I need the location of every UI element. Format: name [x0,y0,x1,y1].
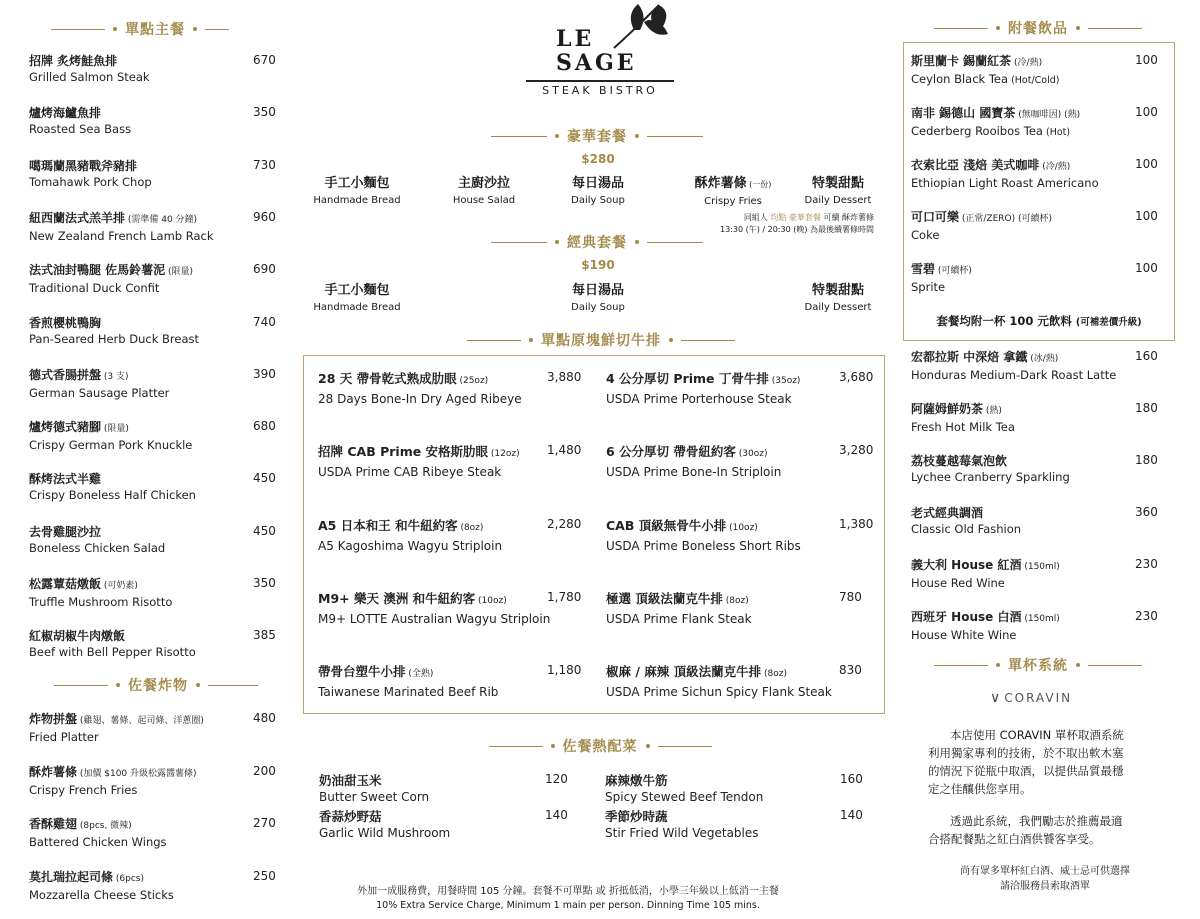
main-item [29,367,169,401]
steak-name-en: USDA Prime Flank Steak [606,611,752,626]
coravin-p2 [928,812,1164,848]
steak-name-zh: 帶骨台塑牛小排 (全熟) [318,664,434,680]
drink-item [911,505,1021,537]
drink-name-en: Classic Old Fashion [911,522,1022,536]
steak-name-en: USDA Prime CAB Ribeye Steak [318,465,502,480]
steak-item [606,443,781,481]
drink-set-name-zh: 南非 錫德山 國寶茶 (無咖啡因) (熱) [911,106,1081,120]
steak-name-en: USDA Prime Boneless Short Ribs [606,538,801,553]
logo-line1: LE [556,26,595,52]
steak-name-en: USDA Prime Porterhouse Steak [606,392,792,406]
classic-item-zh: 手工小麵包 [324,283,390,298]
fried-note: (加價 $100 升級松露醬薯條) [77,768,197,779]
classic-set-item [297,282,417,316]
steak-item [606,590,752,628]
deluxe-price: $280 [581,152,615,166]
deluxe-note-1: 同組人 均點 豪華套餐 可續 酥炸薯條 [743,213,874,222]
steak-name-zh: M9+ 樂天 澳洲 和牛紐約客 (10oz) [318,590,507,606]
fried-note: (8pcs, 微辣) [77,821,132,831]
deluxe-item-zh: 特製甜點 [811,176,864,191]
drink-price: 180 [1135,401,1158,415]
drink-note: (150ml) [1021,614,1060,624]
coravin-note-line: 尚有眾多單杯紅白酒、威士忌可供選擇 [960,866,1130,877]
drink-set-name-en: Ethiopian Light Roast Americano [911,176,1099,190]
drink-set-en-note: (Hot/Cold) [1008,75,1060,86]
steak-name-zh: 28 天 帶骨乾式熟成肋眼 (25oz) [318,371,489,386]
section-title-mains: 單點主餐 [50,19,230,39]
deluxe-item-en: Daily Dessert [804,195,872,206]
steak-name-zh: CAB 頂級無骨牛小排 (10oz) [606,517,758,533]
main-name-en: Truffle Mushroom Risotto [29,595,173,609]
deluxe-item-zh: 每日湯品 [571,176,624,191]
drink-item [911,349,1116,383]
drink-name-en: Lychee Cranberry Sparkling [911,470,1070,484]
deluxe-item-zh: 主廚沙拉 [457,176,510,191]
steak-note: (8oz) [761,669,787,680]
main-name-zh: 香煎櫻桃鴨胸 [29,315,102,330]
drink-set-name-en: Sprite [911,280,946,294]
hot-side-item [605,772,763,806]
main-item [29,628,196,660]
fried-name-en: Fried Platter [29,730,99,744]
main-name-zh: 松露蕈菇燉飯 (可奶素) [29,577,138,591]
steak-price: 1,480 [547,443,582,458]
steak-note: (全熟) [405,669,434,680]
steak-name-zh: 極選 頂級法蘭克牛排 (8oz) [606,590,749,606]
main-note: (限量) [165,267,194,278]
drink-set-price: 100 [1135,261,1158,275]
fried-name-zh: 香酥雞翅 (8pcs, 微辣) [29,817,132,831]
steak-note: (10oz) [475,595,507,606]
drink-note: (150ml) [1021,562,1060,572]
fried-price: 200 [253,763,276,778]
drink-set-item [911,53,1060,89]
main-item [29,524,165,556]
steak-item [318,517,502,555]
deluxe-item-zh: 酥炸薯條 (一份) [694,176,772,191]
coravin-line: 合搭配餐點之紅白酒供饕客享受。 [928,832,1101,846]
steak-item [318,443,520,481]
coravin-line: 定之佳釀供您享用。 [928,782,1032,796]
main-name-en: Tomahawk Pork Chop [29,174,152,189]
steak-name-zh: 6 公分厚切 帶骨紐約客 (30oz) [606,444,768,460]
section-title-deluxe: 豪華套餐 [484,126,710,146]
main-note: (3 支) [101,371,129,382]
hot-side-name-zh: 香蒜炒野菇 [319,809,382,824]
main-price: 730 [253,157,276,172]
classic-item-en: Daily Dessert [804,302,872,313]
hot-side-name-en: Stir Fried Wild Vegetables [605,826,759,840]
hot-side-item [605,808,759,842]
fried-item [29,711,204,745]
hot-side-name-en: Spicy Stewed Beef Tendon [605,790,764,804]
steak-note: (10oz) [726,522,758,533]
drink-set-name-zh: 可口可樂 (正常/ZERO) (可續杯) [911,210,1053,224]
main-item [29,210,214,244]
drink-name-zh: 宏都拉斯 中深焙 拿鐵 (冰/熱) [911,350,1059,364]
drink-set-name-zh: 衣索比亞 淺焙 美式咖啡 (冷/熱) [911,158,1071,172]
drink-note: (冰/熱) [1027,354,1059,364]
drink-set-price: 100 [1135,157,1158,171]
steak-note: (12oz) [488,449,520,460]
steak-note: (8oz) [722,595,749,606]
drink-set-name-en: Cederberg Rooibos Tea (Hot) [911,124,1071,138]
fried-name-en: Crispy French Fries [29,782,138,797]
main-name-en: Crispy German Pork Knuckle [29,438,193,453]
steak-price: 3,880 [547,370,582,384]
classic-item-zh: 特製甜點 [811,283,864,298]
fried-name-en: Battered Chicken Wings [29,835,167,849]
hot-side-name-en: Butter Sweet Corn [319,790,430,804]
steak-name-zh: A5 日本和王 和牛紐約客 (8oz) [318,517,484,533]
steak-price: 2,280 [547,516,582,531]
classic-set-item [538,282,658,316]
deluxe-item-zh: 手工小麵包 [324,176,390,191]
fried-name-en: Mozzarella Cheese Sticks [29,887,174,902]
steak-name-zh: 椒麻 / 麻辣 頂級法蘭克牛排 (8oz) [606,664,787,680]
main-price: 350 [253,576,276,590]
classic-item-zh: 每日湯品 [571,283,624,298]
fried-price: 250 [253,868,276,883]
main-item [29,471,196,503]
drink-price: 160 [1135,349,1158,363]
coravin-p1: 本店使用 CORAVIN 單杯取酒系統 [950,728,1124,742]
main-name-zh: 去骨雞腿沙拉 [29,524,102,539]
coravin-logo: ∨ CORAVIN [990,690,1073,706]
steak-price: 3,280 [839,443,874,458]
classic-item-en: Handmade Bread [313,302,401,313]
main-name-en: Crispy Boneless Half Chicken [29,488,196,503]
main-name-zh: 爐烤海鱸魚排 [29,106,102,121]
steak-name-en: USDA Prime Bone-In Striploin [606,465,782,480]
drink-price: 230 [1135,609,1158,623]
drink-item [911,453,1070,485]
main-name-zh: 法式油封鴨腿 佐馬鈴薯泥 (限量) [29,263,194,278]
hot-side-price: 140 [545,808,568,822]
main-price: 960 [253,209,276,224]
steak-price: 1,380 [839,516,874,531]
steak-name-en: M9+ LOTTE Australian Wagyu Striploin [318,611,551,626]
steak-item [606,517,801,555]
drink-name-en: Fresh Hot Milk Tea [911,420,1015,434]
deluxe-item-en: Handmade Bread [313,195,401,206]
section-title-hot-sides: 佐餐熱配菜 [474,736,726,756]
main-name-en: Roasted Sea Bass [29,122,132,137]
drink-set-name-zh: 斯里蘭卡 錫蘭紅茶 (冷/熱) [911,54,1043,68]
main-price: 690 [253,262,276,277]
footer-en: 10% Extra Service Charge, Minimum 1 main per person. Dinning Time 105 mins. [376,900,760,911]
main-item [29,576,172,610]
fried-name-zh: 莫扎瑞拉起司條 (6pcs) [29,869,144,884]
hot-side-name-en: Garlic Wild Mushroom [319,826,451,840]
deluxe-set-item [538,175,658,209]
main-item [29,262,193,296]
hot-side-price: 120 [545,772,568,786]
drink-price: 230 [1135,557,1158,571]
main-name-zh: 爐烤德式豬腳 (限量) [29,420,129,435]
fried-price: 270 [253,816,276,830]
section-title-fried: 佐餐炸物 [50,675,262,695]
steak-note: (35oz) [768,376,801,386]
main-item [29,53,150,85]
fried-note: (雞翅、薯條、起司條、洋蔥圈) [77,716,204,726]
drink-name-en: Honduras Medium-Dark Roast Latte [911,368,1117,382]
main-item [29,419,192,453]
steak-name-en: A5 Kagoshima Wagyu Striploin [318,538,503,553]
drink-set-price: 100 [1135,209,1158,223]
main-price: 390 [253,366,276,381]
steak-name-en: 28 Days Bone-In Dry Aged Ribeye [318,392,522,406]
drink-set-item [911,209,1052,243]
steak-item [318,370,522,408]
drink-name-zh: 阿薩姆鮮奶茶 (熱) [911,402,1002,416]
main-name-en: German Sausage Platter [29,385,170,400]
main-name-zh: 德式香腸拼盤 (3 支) [29,367,129,382]
steak-name-en: USDA Prime Sichun Spicy Flank Steak [606,685,832,700]
main-name-en: Grilled Salmon Steak [29,70,150,84]
leaf-icon [604,0,674,50]
drink-name-zh: 荔枝蔓越莓氣泡飲 [911,454,1008,468]
main-price: 385 [253,628,276,643]
drink-set-note: (冷/熱) [1039,162,1071,172]
drink-note: (熱) [983,406,1002,416]
deluxe-set-item [297,175,417,209]
main-item [29,105,131,137]
fried-item [29,764,197,798]
drink-set-name-zh: 雪碧 (可續杯) [911,262,972,276]
main-note: (需準備 40 分鐘) [125,214,198,225]
deluxe-set-item [778,175,898,209]
classic-item-en: Daily Soup [571,302,625,313]
drink-set-note: (無咖啡因) (熱) [1015,110,1081,120]
fried-note: (6pcs) [113,873,144,884]
coravin-p1-rest [928,744,1164,798]
logo-divider [526,80,674,82]
logo-line2: SAGE [556,50,637,76]
steak-item [318,663,498,701]
main-name-en: Beef with Bell Pepper Risotto [29,645,196,660]
logo [524,0,676,100]
drink-name-en: House Red Wine [911,576,1005,590]
main-price: 680 [253,419,276,434]
coravin-line: 的情況下從瓶中取酒，以提供品質最穩 [928,764,1124,778]
drink-set-name-en: Coke [911,228,940,242]
steak-name-zh: 4 公分厚切 Prime 丁骨牛排 (35oz) [606,371,801,386]
main-price: 670 [253,53,276,67]
drink-name-zh: 義大利 House 紅酒 (150ml) [911,558,1060,572]
steak-price: 1,780 [547,589,582,604]
main-name-zh: 招牌 炙烤鮭魚排 [29,54,118,68]
steak-note: (30oz) [735,449,768,460]
section-title-drinks: 附餐飲品 [932,18,1144,38]
main-price: 740 [253,314,276,329]
drink-name-zh: 西班牙 House 白酒 (150ml) [911,610,1060,624]
drink-set-en-note: (Hot) [1042,127,1071,138]
coravin-v-icon: ∨ [990,690,1003,706]
deluxe-item-en: House Salad [452,195,516,206]
main-name-zh: 紅椒胡椒牛肉燉飯 [29,629,126,644]
main-price: 350 [253,105,276,120]
hot-side-price: 160 [840,772,863,786]
steak-name-en: Taiwanese Marinated Beef Rib [318,685,499,700]
main-item [29,158,152,190]
hot-side-item [319,772,429,806]
drink-name-en: House White Wine [911,628,1017,642]
drink-item [911,401,1015,435]
steak-price: 780 [839,589,862,604]
hot-side-item [319,808,450,842]
coravin-note-line: 請洽服務員索取酒單 [1000,881,1090,892]
coravin-line: 透過此系統，我們勵志於推薦最適 [950,814,1123,828]
main-name-zh: 酥烤法式半雞 [29,472,102,487]
main-name-en: Traditional Duck Confit [29,281,160,296]
main-name-en: Boneless Chicken Salad [29,540,166,555]
hot-side-name-zh: 麻辣燉牛筋 [605,773,668,788]
hot-side-name-zh: 季節炒時蔬 [605,809,668,824]
drink-set-note: (冷/熱) [1011,58,1043,68]
main-name-zh: 紐西蘭法式羔羊排 (需準備 40 分鐘) [29,210,198,225]
section-title-glass: 單杯系統 [932,655,1144,675]
classic-price: $190 [581,258,615,272]
drink-name-zh: 老式經典調酒 [911,506,984,520]
fried-item [29,816,167,850]
steak-name-zh: 招牌 CAB Prime 安格斯肋眼 (12oz) [318,444,520,460]
deluxe-item-en: Daily Soup [571,195,625,206]
main-name-zh: 噶瑪蘭黑豬戰斧豬排 [29,158,138,173]
drink-set-item [911,157,1099,191]
steak-price: 830 [839,663,862,678]
section-title-steaks: 單點原塊鮮切牛排 [456,330,746,350]
main-price: 450 [253,523,276,538]
steak-note: (25oz) [456,376,489,386]
main-price: 450 [253,471,276,486]
deluxe-set-item [424,175,544,209]
drinks-set-note: 套餐均附一杯 100 元飲料 (可補差價升級) [936,314,1142,328]
coravin-note [930,864,1160,894]
hot-side-price: 140 [840,808,863,822]
logo-subtitle: STEAK BISTRO [542,84,658,97]
main-note: (限量) [101,424,129,435]
drink-price: 360 [1135,505,1158,519]
classic-set-item [778,282,898,316]
drink-set-item [911,105,1080,141]
steak-note: (8oz) [457,522,484,533]
drink-set-name-en: Ceylon Black Tea (Hot/Cold) [911,72,1060,86]
deluxe-item-en: Crispy Fries [704,196,762,207]
fried-price: 480 [253,711,276,725]
drink-item [911,557,1060,591]
drink-item [911,609,1060,643]
drink-set-price: 100 [1135,53,1158,67]
steak-item [606,370,800,408]
main-name-en: New Zealand French Lamb Rack [29,228,214,243]
drink-set-price: 100 [1135,105,1158,119]
main-name-en: Pan-Seared Herb Duck Breast [29,331,200,346]
deluxe-note-2: 13:30 (午) / 20:30 (晚) 為最後續薯條時間 [719,225,874,234]
main-item [29,315,199,347]
section-title-classic: 經典套餐 [484,232,710,252]
steak-price: 1,180 [547,663,582,678]
drink-price: 180 [1135,453,1158,467]
main-note: (可奶素) [101,581,138,591]
fried-name-zh: 酥炸薯條 (加價 $100 升級松露醬薯條) [29,764,197,779]
coravin-line: 利用獨家專利的技術，於不取出軟木塞 [928,746,1124,760]
footer-zh: 外加一成服務費，用餐時間 105 分鐘。套餐不可單點 或 折抵低消，小學三年級以上低消一主餐 [357,886,779,897]
fried-name-zh: 炸物拼盤 (雞翅、薯條、起司條、洋蔥圈) [29,712,204,726]
hot-side-name-zh: 奶油甜玉米 [319,773,382,788]
drink-set-note: (正常/ZERO) (可續杯) [959,214,1053,224]
steak-item [318,590,550,628]
deluxe-item-note: (一份) [746,180,772,189]
steak-item [606,663,832,701]
deluxe-set-item [673,175,793,210]
steak-price: 3,680 [839,370,874,384]
drink-set-note: (可續杯) [935,266,972,276]
coravin-text [928,726,1164,848]
drink-set-item [911,261,972,295]
